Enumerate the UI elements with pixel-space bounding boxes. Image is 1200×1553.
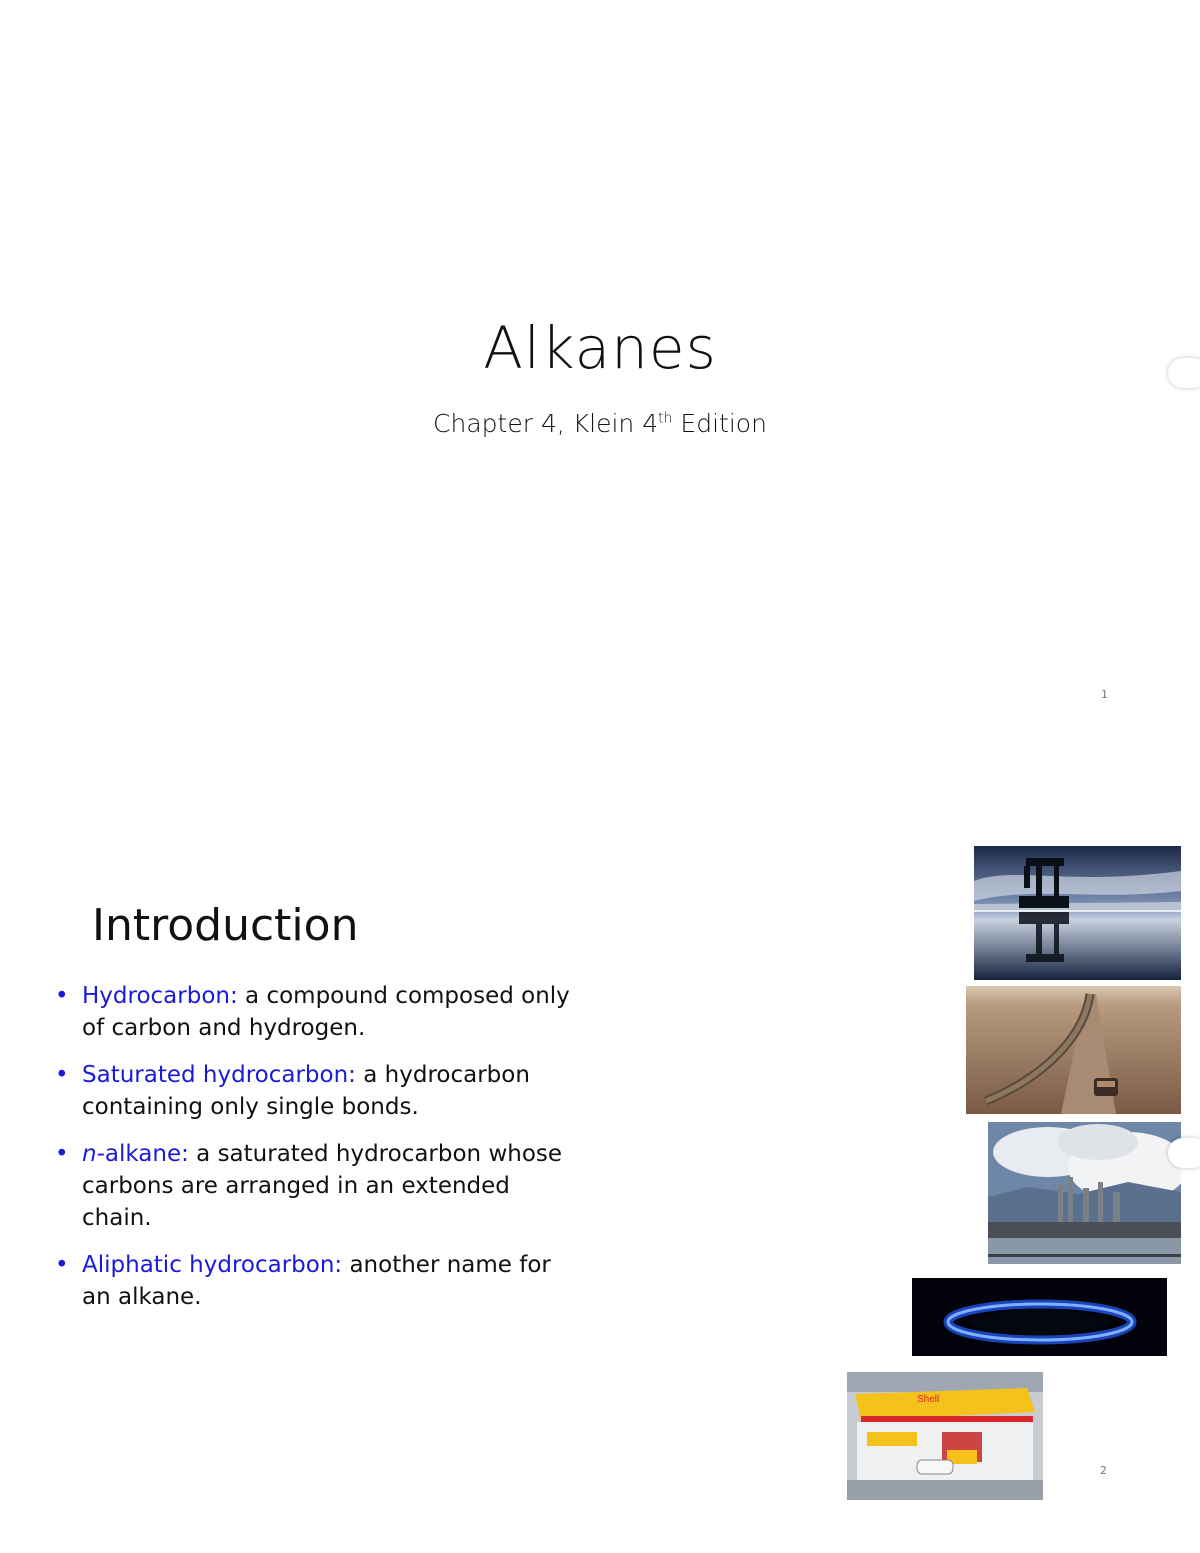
- bullet-item: • Saturated hydrocarbon: a hydrocarbon containing only single bonds.: [55, 1062, 530, 1120]
- slide-1: [0, 0, 1200, 760]
- bullet-term: Saturated hydrocarbon:: [82, 1062, 356, 1088]
- bullet-term: [82, 1141, 189, 1167]
- bullet-term-italic: n: [82, 1141, 97, 1167]
- page-number: 1: [1101, 688, 1108, 701]
- bullet-term: Hydrocarbon:: [82, 983, 238, 1009]
- slide-heading: Introduction: [92, 900, 359, 951]
- page-number: 2: [1100, 1464, 1107, 1477]
- slide-subtitle: [0, 409, 1200, 438]
- side-tab-handle[interactable]: [1168, 358, 1200, 388]
- bullet-text: a hydrocarbon containing only single bonds.: [82, 1062, 530, 1120]
- slide-title: Alkanes: [483, 314, 717, 382]
- bullet-item: • n-alkane: a saturated hydrocarbon whose carbons are arranged in an extended chain.: [55, 1141, 563, 1231]
- slide-2: [0, 760, 1200, 1553]
- bullet-text: a saturated hydrocarbon whose carbons are arranged in an extended chain.: [82, 1141, 563, 1231]
- subtitle-edition: Edition: [672, 409, 767, 438]
- bullet-term: Aliphatic hydrocarbon:: [82, 1252, 343, 1278]
- subtitle-text: Chapter 4, Klein 4: [433, 409, 659, 438]
- bullet-term-rest: -alkane:: [96, 1141, 189, 1167]
- svg-text:Shell: Shell: [917, 1394, 940, 1405]
- bullet-item: • Hydrocarbon: a compound composed only of carbon and hydrogen.: [55, 983, 570, 1041]
- refinery-photo: [988, 1122, 1181, 1264]
- oil-pumpjack-photo: [974, 846, 1181, 980]
- bullet-text: another name for an alkane.: [82, 1252, 551, 1310]
- subtitle-superscript: th: [658, 410, 673, 427]
- bullet-text: a compound composed only of carbon and hydrogen.: [82, 983, 570, 1041]
- pipeline-photo: [966, 986, 1181, 1114]
- gas-station-photo: [847, 1372, 1043, 1500]
- bullet-item: • Aliphatic hydrocarbon: another name for an alkane.: [55, 1252, 551, 1310]
- side-tab-handle[interactable]: [1168, 1138, 1200, 1168]
- bullet-list: [55, 980, 575, 1328]
- gas-flame-photo: [912, 1278, 1167, 1356]
